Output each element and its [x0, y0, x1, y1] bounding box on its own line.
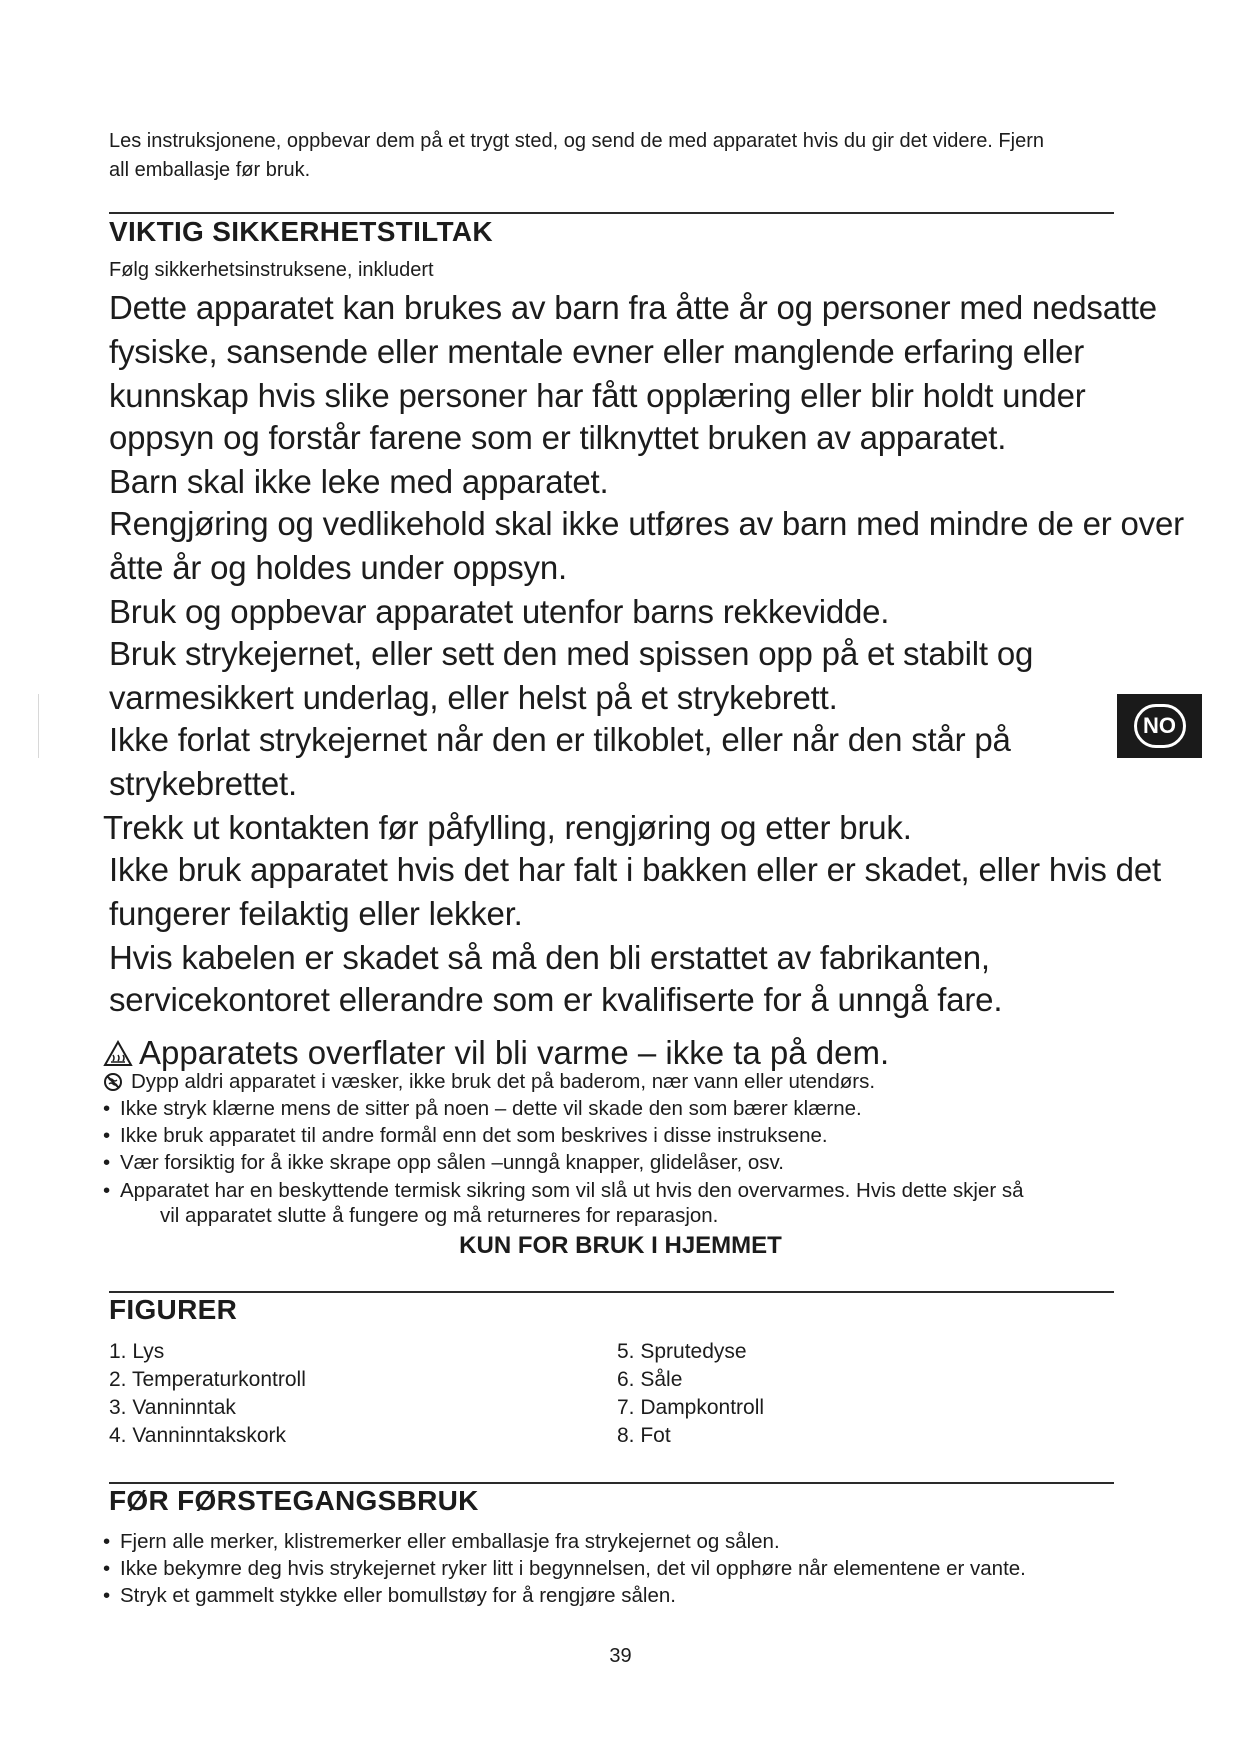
- list-item-text: Stryk et gammelt stykke eller bomullstøy for å rengjøre sålen.: [120, 1584, 676, 1607]
- no-immersion-warning: [103, 1068, 875, 1095]
- bullet: •: [103, 1124, 111, 1147]
- safety-line: Rengjøring og vedlikehold skal ikke utføres av barn med mindre de er over: [109, 505, 1184, 542]
- safety-line: Barn skal ikke leke med apparatet.: [109, 463, 609, 500]
- bullet: •: [103, 1557, 111, 1580]
- list-item: [103, 1177, 1024, 1204]
- list-item: [103, 1095, 862, 1122]
- safety-line: åtte år og holdes under oppsyn.: [109, 549, 567, 586]
- divider: [109, 212, 1114, 214]
- list-item: [103, 1582, 676, 1609]
- safety-subheading: Følg sikkerhetsinstruksene, inkludert: [109, 259, 434, 281]
- bullet: •: [103, 1584, 111, 1607]
- home-use-notice: KUN FOR BRUK I HJEMMET: [459, 1232, 782, 1259]
- figures-list-right: [617, 1338, 764, 1450]
- safety-line: Ikke forlat strykejernet når den er tilkoblet, eller når den står på: [109, 721, 1011, 758]
- hot-surface-warning: [103, 1034, 889, 1072]
- figure-item: 4. Vanninntakskork: [109, 1424, 287, 1447]
- safety-line: fysiske, sansende eller mentale evner eller manglende erfaring eller: [109, 333, 1085, 370]
- bullet: •: [103, 1151, 111, 1174]
- figure-item: 7. Dampkontroll: [617, 1396, 765, 1419]
- page-number: 39: [609, 1645, 632, 1667]
- figure-item: 2. Temperaturkontroll: [109, 1368, 306, 1391]
- list-item: [103, 1555, 1026, 1582]
- figures-list-left: [109, 1338, 306, 1450]
- list-item-continuation: vil apparatet slutte å fungere og må returneres for reparasjon.: [160, 1204, 719, 1227]
- hot-surface-text: Apparatets overflater vil bli varme – ikke ta på dem.: [139, 1034, 890, 1071]
- figure-item: 6. Såle: [617, 1368, 683, 1391]
- safety-line: servicekontoret ellerandre som er kvalifiserte for å unngå fare.: [109, 981, 1003, 1018]
- figure-item: 1. Lys: [109, 1340, 165, 1363]
- no-immersion-text: Dypp aldri apparatet i væsker, ikke bruk det på baderom, nær vann eller utendørs.: [131, 1070, 876, 1093]
- list-item: [103, 1149, 784, 1176]
- safety-line: fungerer feilaktig eller lekker.: [109, 895, 523, 932]
- intro-text: [109, 127, 1114, 185]
- language-tab-label: NO: [1134, 704, 1186, 748]
- figure-item: 3. Vanninntak: [109, 1396, 236, 1419]
- margin-mark: [38, 694, 39, 758]
- safety-line: Bruk og oppbevar apparatet utenfor barns rekkevidde.: [109, 593, 890, 630]
- list-item-text: Ikke bruk apparatet til andre formål enn det som beskrives i disse instruksene.: [120, 1124, 828, 1147]
- divider: [109, 1482, 1114, 1484]
- safety-line: Dette apparatet kan brukes av barn fra åtte år og personer med nedsatte: [109, 289, 1157, 326]
- figure-item: 5. Sprutedyse: [617, 1340, 747, 1363]
- first-use-heading: FØR FØRSTEGANGSBRUK: [109, 1485, 479, 1516]
- bullet: •: [103, 1097, 111, 1120]
- divider: [109, 1291, 1114, 1293]
- hot-surface-warning-icon: [103, 1040, 133, 1067]
- safety-line: kunnskap hvis slike personer har fått opplæring eller blir holdt under: [109, 377, 1086, 414]
- safety-heading: VIKTIG SIKKERHETSTILTAK: [109, 216, 493, 247]
- list-item-text: Apparatet har en beskyttende termisk sikring som vil slå ut hvis den overvarmes. Hvis dette skjer så: [120, 1179, 1024, 1202]
- no-immersion-icon: [103, 1072, 123, 1092]
- list-item: [103, 1122, 828, 1149]
- safety-line: Trekk ut kontakten før påfylling, rengjøring og etter bruk.: [103, 809, 912, 846]
- safety-line: Bruk strykejernet, eller sett den med spissen opp på et stabilt og: [109, 635, 1034, 672]
- safety-line: oppsyn og forstår farene som er tilknyttet bruken av apparatet.: [109, 419, 1007, 456]
- list-item-text: Fjern alle merker, klistremerker eller emballasje fra strykejernet og sålen.: [120, 1530, 780, 1553]
- intro-line-2: all emballasje før bruk.: [109, 159, 311, 181]
- figures-heading: FIGURER: [109, 1294, 238, 1325]
- list-item-text: Ikke bekymre deg hvis strykejernet ryker litt i begynnelsen, det vil opphøre når elementene er vante.: [120, 1557, 1026, 1580]
- language-tab: [1117, 694, 1202, 758]
- safety-line: strykebrettet.: [109, 765, 297, 802]
- bullet: •: [103, 1530, 111, 1553]
- safety-line: varmesikkert underlag, eller helst på et strykebrett.: [109, 679, 838, 716]
- intro-line-1: Les instruksjonene, oppbevar dem på et trygt sted, og send de med apparatet hvis du gir det videre. Fjern: [109, 130, 1044, 152]
- list-item-text: Vær forsiktig for å ikke skrape opp sålen –unngå knapper, glidelåser, osv.: [120, 1151, 784, 1174]
- safety-line: Ikke bruk apparatet hvis det har falt i bakken eller er skadet, eller hvis det: [109, 851, 1161, 888]
- list-item: [103, 1528, 780, 1555]
- list-item-text: Ikke stryk klærne mens de sitter på noen – dette vil skade den som bærer klærne.: [120, 1097, 862, 1120]
- safety-line: Hvis kabelen er skadet så må den bli erstattet av fabrikanten,: [109, 939, 990, 976]
- bullet: •: [103, 1179, 111, 1202]
- figure-item: 8. Fot: [617, 1424, 671, 1447]
